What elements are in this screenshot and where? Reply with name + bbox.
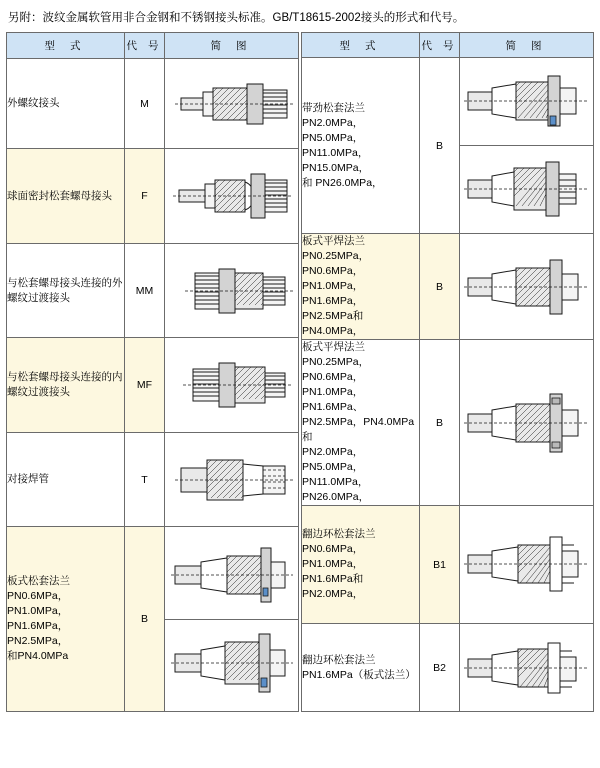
figure-lower: [460, 146, 593, 233]
figure-lapped-ring-flange-2: [460, 624, 594, 712]
header-code: 代 号: [420, 33, 460, 58]
row-type-line: 翻边环松套法兰: [302, 528, 376, 540]
row-code: B: [420, 234, 460, 340]
row-code: B: [420, 58, 460, 234]
figure-butt-weld-pipe: [165, 432, 299, 526]
row-code: T: [125, 432, 165, 526]
table-row: [302, 58, 594, 234]
row-type-line: PN1.6MPa（板式法兰）: [302, 668, 416, 681]
figure-spherical-seal-union-nut: [165, 149, 299, 243]
row-type-label: [302, 506, 420, 624]
figure-plate-slip-on-flange-2: [460, 340, 594, 506]
row-code: M: [125, 59, 165, 149]
table-row: [302, 506, 594, 624]
row-code: B: [420, 340, 460, 506]
figure-plate-lap-joint-flange: [165, 527, 299, 712]
table-row: [7, 527, 299, 712]
header-figure: 简 图: [165, 33, 299, 59]
tables-wrapper: [6, 32, 594, 712]
row-type-line: PN11.0MPa，PN15.0MPa，: [302, 146, 370, 174]
row-type-line: 板式松套法兰: [7, 575, 70, 588]
row-type-line: 带劲松套法兰: [302, 101, 365, 114]
row-type-label: [302, 58, 420, 234]
left-table: [6, 32, 299, 712]
row-type-line: PN0.25MPa，PN0.6MPa，: [302, 356, 370, 383]
row-type-line: 板式平焊法兰: [302, 341, 365, 353]
row-type-line: PN1.0MPa，PN1.6MPa、: [302, 386, 364, 413]
table-row: [7, 149, 299, 243]
figure-upper: [165, 532, 298, 620]
page-caption: 另附：波纹金属软管用非合金钢和不锈钢接头标准。GB/T18615-2002接头的形式和代号。: [8, 12, 465, 24]
row-type-line: PN1.0MPa，PN1.6MPa，: [302, 280, 364, 307]
header-type: 型 式: [7, 33, 125, 59]
figure-male-thread-fitting: [165, 59, 299, 149]
row-code: B1: [420, 506, 460, 624]
row-type-line: PN0.6MPa，PN1.0MPa，: [302, 543, 364, 570]
table-row: [302, 340, 594, 506]
row-type-line: PN11.0MPa，PN26.0MPa，: [302, 476, 370, 503]
row-type-line: PN2.0MPa，PN5.0MPa，: [302, 116, 364, 144]
row-type-line: 和 PN26.0MPa，: [302, 176, 383, 189]
figure-lower: [165, 620, 298, 707]
row-type-line: PN1.6MPa，PN2.5MPa，: [7, 620, 69, 648]
figure-ribbed-lap-joint-flange: [460, 58, 594, 234]
row-type-line: PN2.5MPa，PN4.0MPa和: [302, 416, 415, 443]
row-type-line: 和PN4.0MPa: [7, 650, 69, 663]
table-row: [302, 234, 594, 340]
row-code: B: [125, 527, 165, 712]
header-figure: 简 图: [460, 33, 594, 58]
table-row: [7, 59, 299, 149]
row-type-label: 外螺纹接头: [7, 59, 125, 149]
row-type-line: 翻边环松套法兰: [302, 653, 376, 666]
table-row: [7, 338, 299, 432]
row-code: MM: [125, 243, 165, 337]
header-code: 代 号: [125, 33, 165, 59]
figure-plate-slip-on-flange: [460, 234, 594, 340]
row-type-label: 对接焊管: [7, 432, 125, 526]
table-row: [7, 243, 299, 337]
figure-female-transition-fitting: [165, 338, 299, 432]
header-type: 型 式: [302, 33, 420, 58]
right-table-header-row: [302, 33, 594, 58]
left-table-header-row: [7, 33, 299, 59]
figure-lapped-ring-flange: [460, 506, 594, 624]
row-type-line: PN0.6MPa，PN1.0MPa，: [7, 590, 69, 618]
row-type-line: PN2.5MPa和PN4.0MPa，: [302, 310, 364, 337]
row-type-label: 与松套螺母接头连接的外螺纹过渡接头: [7, 243, 125, 337]
row-code: MF: [125, 338, 165, 432]
table-row: [302, 624, 594, 712]
row-type-line: PN0.25MPa，PN0.6MPa，: [302, 250, 370, 277]
row-code: F: [125, 149, 165, 243]
row-type-label: [302, 624, 420, 712]
figure-upper: [460, 58, 593, 146]
row-type-label: [7, 527, 125, 712]
row-type-label: [302, 340, 420, 506]
figure-male-transition-fitting: [165, 243, 299, 337]
row-code: B2: [420, 624, 460, 712]
table-row: [7, 432, 299, 526]
row-type-label: [302, 234, 420, 340]
row-type-line: PN1.6MPa和PN2.0MPa，: [302, 573, 364, 600]
row-type-line: 板式平焊法兰: [302, 235, 365, 247]
right-table: [301, 32, 594, 712]
row-type-line: PN2.0MPa，PN5.0MPa，: [302, 446, 364, 473]
row-type-label: 与松套螺母接头连接的内螺纹过渡接头: [7, 338, 125, 432]
row-type-label: 球面密封松套螺母接头: [7, 149, 125, 243]
